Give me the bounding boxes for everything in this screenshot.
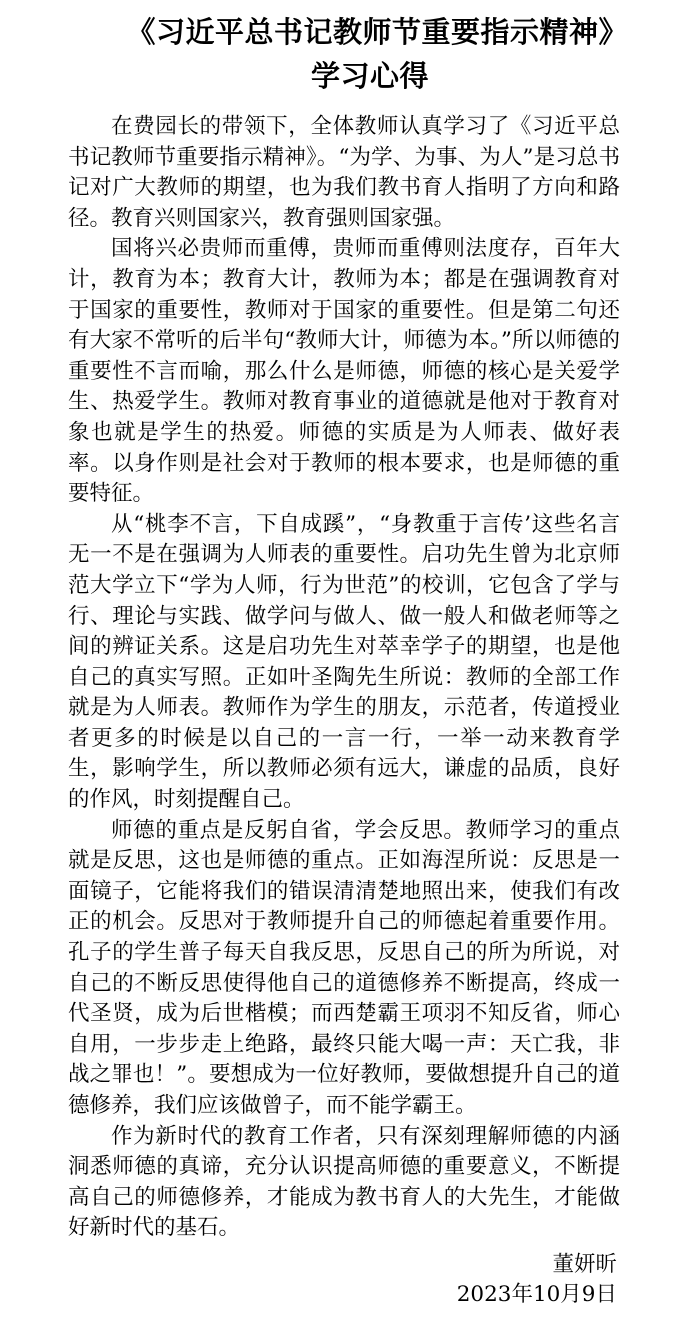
signature-block	[457, 1250, 617, 1310]
article-title: 《习近平总书记教师节重要指示精神》学习心得	[126, 15, 614, 93]
paragraph-1: 在费园长的带领下，全体教师认真学习了《习近平总书记教师节重要指示精神》。“为学、为事、为人”是习总书记对广大教师的期望，也为我们教书育人指明了方向和路径。教育兴则国家兴，教育强则国家强。	[68, 114, 620, 231]
article-body	[68, 112, 620, 1244]
paragraph-5: 作为新时代的教育工作者，只有深刻理解师德的内涵洞悉师德的真谛，充分认识提高师德的重要意义，不断提高自己的师德修养，才能成为教书育人的大先生，才能做好新时代的基石。	[68, 1123, 620, 1241]
author-name: 董妍昕	[552, 1252, 617, 1277]
paragraph-4: 师德的重点是反躬自省，学会反思。教师学习的重点就是反思，这也是师德的重点。正如海涅所说：反思是一面镜子，它能将我们的错误清清楚地照出来，使我们有改正的机会。反思对于教师提升自己的师德起着重要作用。孔子的学生普子每天自我反思，反思自己的所为所说，对自己的不断反思使得他自己的道德修养不断提高，终成一代圣贤，成为后世楷模；而西楚霸王项羽不知反省，师心自用，一步步走上绝路，最终只能大喝一声：天亡我，非战之罪也！”。要想成为一位好教师，要做想提升自己的道德修养，我们应该做曾子，而不能学霸王。	[68, 817, 620, 1118]
paragraph-3: 从“桃李不言，下自成蹊”，“身教重于言传’这些名言无一不是在强调为人师表的重要性。启功先生曾为北京师范大学立下“学为人师，行为世范”的校训，它包含了学与行、理论与实践、做学问与做人、做一般人和做老师等之间的辨证关系。这是启功先生对萃幸学子的期望，也是他自己的真实写照。正如叶圣陶先生所说：教师的全部工作就是为人师表。教师作为学生的朋友，示范者，传道授业者更多的时候是以自己的一言一行，一举一动来教育学生，影响学生，所以教师必须有远大，谦虚的品质，良好的作风，时刻提醒自己。	[68, 511, 620, 813]
paragraph-2: 国将兴必贵师而重傅，贵师而重傅则法度存，百年大计，教育为本；教育大计，教师为本；都是在强调教育对于国家的重要性，教师对于国家的重要性。但是第二句还有大家不常听的后半句“教师大计，师德为本。”所以师德的重要性不言而喻，那么什么是师德，师德的核心是关爱学生、热爱学生。教师对教育事业的道德就是他对于教育对象也就是学生的热爱。师德的实质是为人师表、做好表率。以身作则是社会对于教师的根本要求，也是师德的重要特征。	[68, 236, 620, 507]
date: 2023年10月9日	[456, 1282, 617, 1307]
